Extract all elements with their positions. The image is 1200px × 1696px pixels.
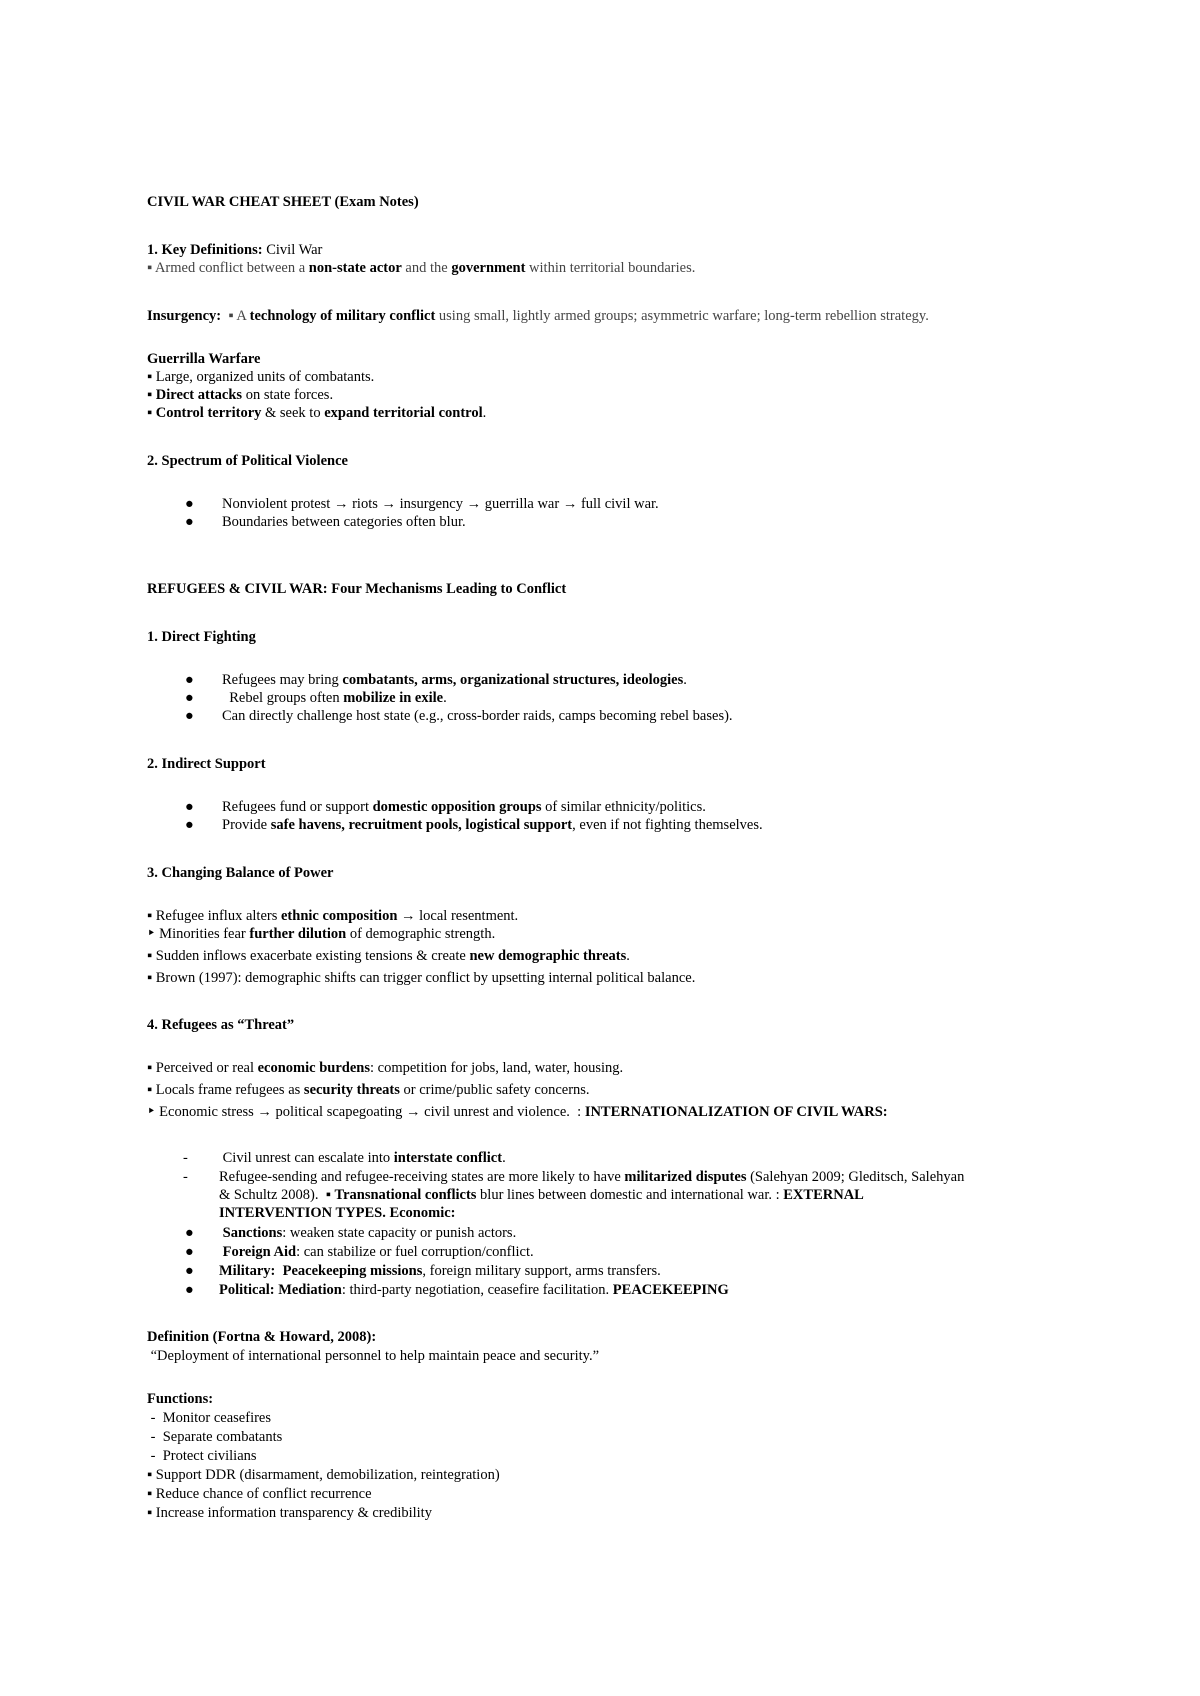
peacekeeping-definition-text: “Deployment of international personnel to help maintain peace and security.” [147, 1348, 600, 1364]
direct-fighting-heading: 1. Direct Fighting [147, 629, 256, 645]
civil-war-definition: ▪ Armed conflict between a non-state actor and the government within territorial boundaries. [147, 260, 696, 276]
spectrum-heading: 2. Spectrum of Political Violence [147, 453, 348, 469]
peacekeeping-definition-heading: Definition (Fortna & Howard, 2008): [147, 1329, 377, 1345]
function-item: ▪ Reduce chance of conflict recurrence [147, 1486, 372, 1502]
indirect-support-heading: 2. Indirect Support [147, 756, 266, 772]
threat-line-3: ‣ Economic stress → political scapegoating → civil unrest and violence. : INTERNATIONALIZATION OF CIVIL WARS: [147, 1104, 888, 1120]
threat-line-1: ▪ Perceived or real economic burdens: competition for jobs, land, water, housing. [147, 1060, 624, 1076]
balance-line-1: ▪ Refugee influx alters ethnic composition → local resentment. [147, 908, 519, 924]
balance-line-2: ‣ Minorities fear further dilution of demographic strength. [147, 926, 496, 942]
function-item: ▪ Increase information transparency & credibility [147, 1505, 432, 1521]
guerrilla-heading: Guerrilla Warfare [147, 351, 261, 367]
refugees-heading: REFUGEES & CIVIL WAR: Four Mechanisms Leading to Conflict [147, 581, 567, 597]
intl-dash-2-cont: & Schultz 2008). ▪ Transnational conflicts blur lines between domestic and international war. : EXTERNAL [219, 1187, 864, 1203]
balance-line-3: ▪ Sudden inflows exacerbate existing tensions & create new demographic threats. [147, 948, 630, 964]
intervention-types-heading: INTERVENTION TYPES. Economic: [219, 1205, 456, 1221]
function-item: ▪ Support DDR (disarmament, demobilization, reintegration) [147, 1467, 500, 1483]
guerrilla-line-1: ▪ Large, organized units of combatants. [147, 369, 375, 385]
balance-line-4: ▪ Brown (1997): demographic shifts can trigger conflict by upsetting internal political balance. [147, 970, 696, 986]
balance-of-power-heading: 3. Changing Balance of Power [147, 865, 334, 881]
key-definitions-heading: 1. Key Definitions: Civil War [147, 242, 323, 258]
insurgency-definition: Insurgency: ▪ A technology of military conflict using small, lightly armed groups; asymmetric warfare; long-term rebellion strategy. [147, 308, 929, 324]
threat-line-2: ▪ Locals frame refugees as security threats or crime/public safety concerns. [147, 1082, 590, 1098]
functions-heading: Functions: [147, 1391, 214, 1407]
guerrilla-line-3: ▪ Control territory & seek to expand territorial control. [147, 405, 487, 421]
function-item: - Separate combatants [147, 1429, 283, 1445]
function-item: - Protect civilians [147, 1448, 257, 1464]
page-title: CIVIL WAR CHEAT SHEET (Exam Notes) [147, 194, 419, 210]
guerrilla-line-2: ▪ Direct attacks on state forces. [147, 387, 334, 403]
refugees-threat-heading: 4. Refugees as “Threat” [147, 1017, 295, 1033]
function-item: - Monitor ceasefires [147, 1410, 272, 1426]
